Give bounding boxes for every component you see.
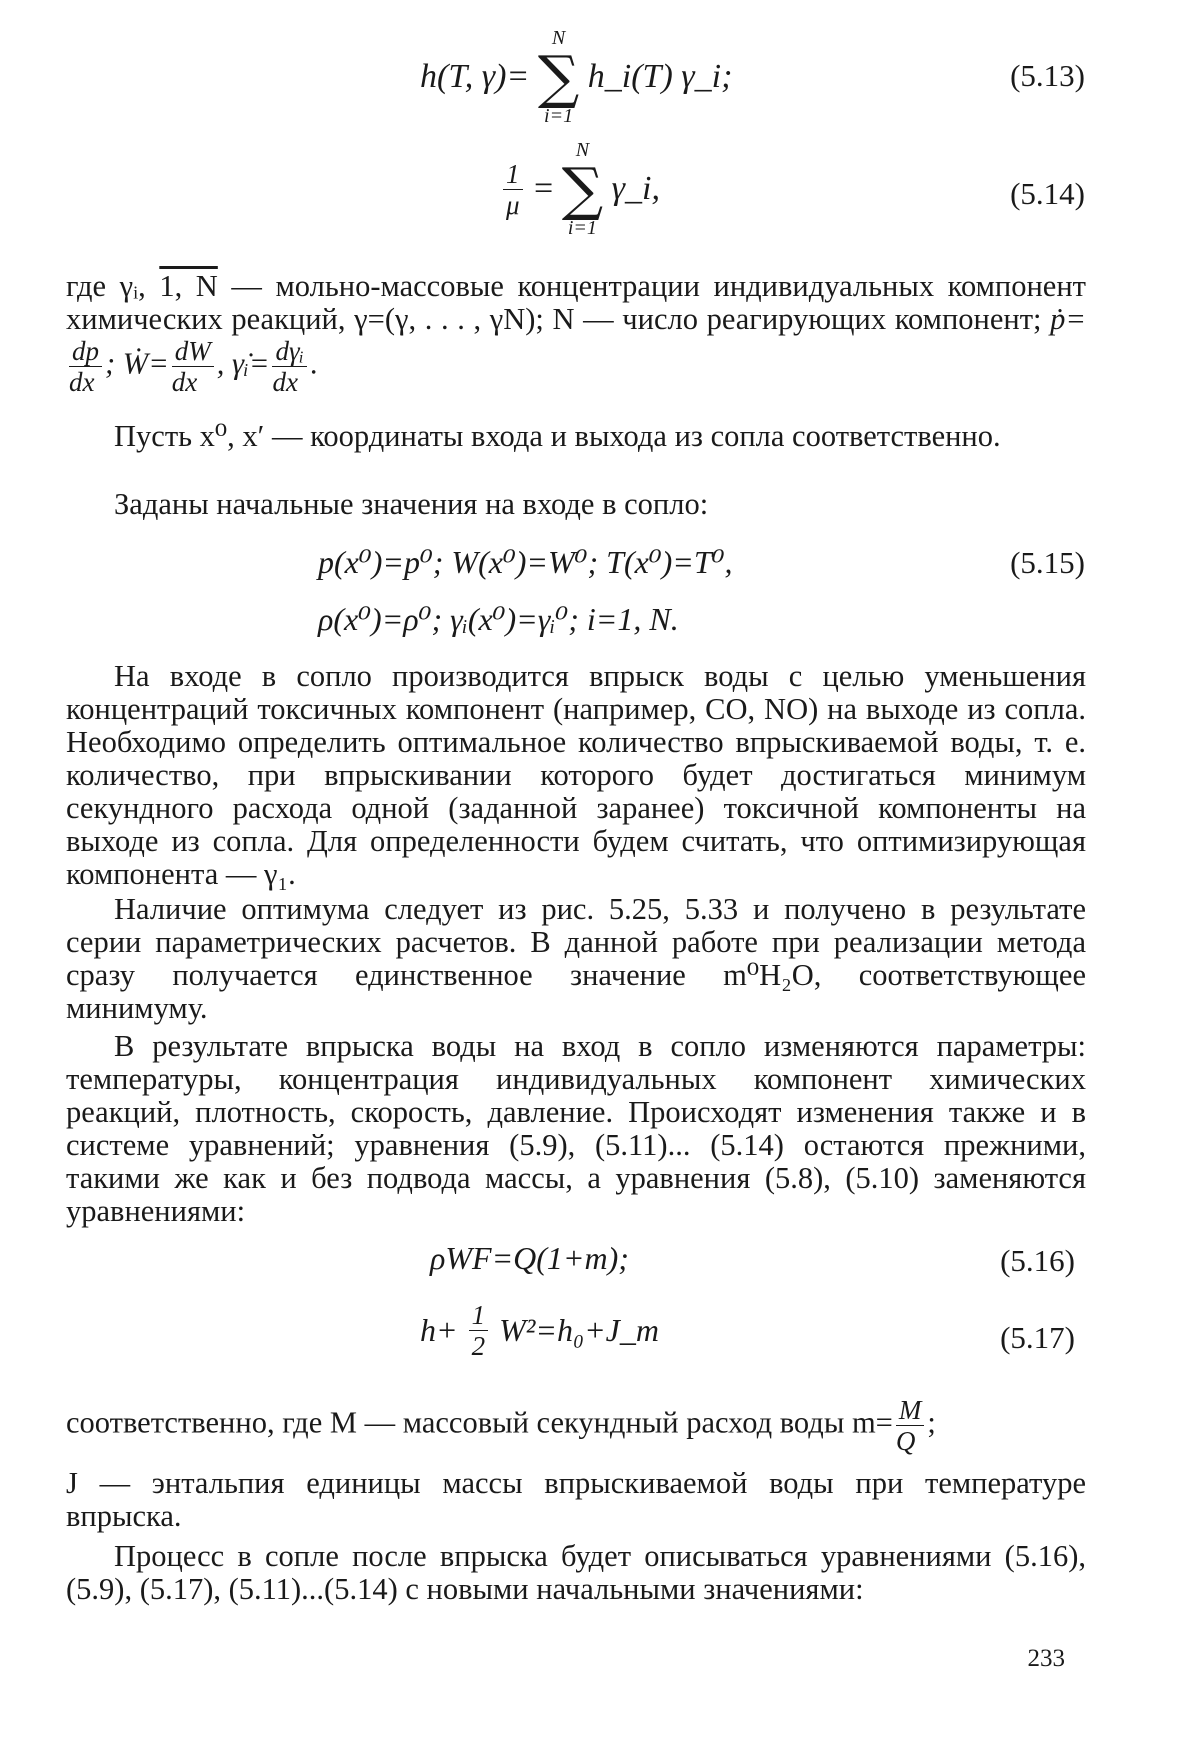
eq-rhs: γ_i, xyxy=(611,170,660,207)
text-run: Заданы начальные значения на входе в сопло: xyxy=(114,487,709,521)
paragraph-definitions xyxy=(66,270,1086,397)
sum-upper-limit: N xyxy=(575,139,590,161)
equals-sign: = xyxy=(534,170,554,207)
text-run: ; xyxy=(927,1405,936,1440)
text-run: В результате впрыска воды на вход в сопло изменяются параметры: температуры, концентрация индивидуальных компонент химических реакций, плотность, скорость, давление. Происходят изменения также и в системе уравнений; уравнения (5.9), (5.11)... (5.14) остаются прежними, такими же как и без подвода массы, а уравнения (5.8), (5.10) заменяются уравнениями: xyxy=(66,1029,1086,1228)
paragraph-parameter-changes xyxy=(66,1030,1086,1228)
fraction-numerator: dγᵢ xyxy=(272,336,306,367)
equation-5-15-line2: ρ(x⁰)=ρ⁰; γᵢ(x⁰)=γᵢ⁰; i=1, N. xyxy=(318,601,679,637)
fraction-numerator: 1 xyxy=(503,159,523,190)
paragraph-enthalpy xyxy=(66,1467,1086,1533)
fraction-denominator: μ xyxy=(505,189,520,220)
fraction-denominator: Q xyxy=(895,1426,916,1456)
eq-part: h+ xyxy=(420,1312,458,1348)
eq-lhs: h(T, γ)= xyxy=(420,58,530,95)
sigma-icon: ∑ xyxy=(561,155,604,223)
sum-upper-limit: N xyxy=(551,27,566,49)
text-run: — мольно-массовые концентрации индивидуальных компонент химических реакций, γ=(γ, . . . , γN); N — число реагирующих компонент; xyxy=(66,269,1086,336)
paragraph-coordinates xyxy=(66,420,1086,453)
eq-rhs: h_i(T) γ_i; xyxy=(587,58,733,95)
equation-5-15-line1: p(x⁰)=p⁰; W(x⁰)=W⁰; T(x⁰)=T⁰, xyxy=(318,544,733,580)
equation-number: (5.15) xyxy=(1010,545,1085,580)
text-run: Пусть x⁰, x′ — координаты входа и выхода из сопла соответственно. xyxy=(114,419,1001,453)
fraction-numerator: 1 xyxy=(469,1300,489,1331)
fraction-denominator: dx xyxy=(171,367,198,397)
paragraph-mass-flow xyxy=(66,1395,1086,1456)
equation-5-17 xyxy=(420,1300,659,1361)
text-run: , γ̇ᵢ= xyxy=(216,346,270,381)
paragraph-water-injection xyxy=(66,660,1086,891)
fraction-denominator: dx xyxy=(272,367,298,397)
text-run: где γᵢ, xyxy=(66,269,160,303)
fraction xyxy=(69,336,102,397)
equation-5-16: ρWF=Q(1+m); xyxy=(430,1240,629,1276)
fraction xyxy=(503,159,523,220)
fraction xyxy=(172,336,214,397)
index-range: 1, N xyxy=(159,269,218,303)
summation xyxy=(538,28,579,126)
equation-5-14 xyxy=(500,140,660,238)
text-run: соответственно, где M — массовый секундный расход воды m= xyxy=(66,1405,893,1440)
fraction xyxy=(469,1300,489,1361)
sigma-icon: ∑ xyxy=(537,43,580,111)
summation xyxy=(562,140,603,238)
text-run: ṗ= xyxy=(1050,302,1087,336)
text-run: ; Ẇ= xyxy=(105,346,169,381)
fraction-numerator: dW xyxy=(172,336,214,367)
fraction-denominator: dx xyxy=(69,367,95,397)
equation-number: (5.16) xyxy=(1000,1243,1075,1278)
equation-5-13 xyxy=(420,28,732,126)
text-run: J — энтальпия единицы массы впрыскиваемой воды при температуре впрыска. xyxy=(66,1466,1086,1533)
text-run: . xyxy=(309,346,318,381)
page-number: 233 xyxy=(1027,1645,1065,1672)
equation-number: (5.13) xyxy=(1010,58,1085,93)
eq-part: W²=h₀+J_m xyxy=(499,1312,659,1348)
text-run: На входе в сопло производится впрыск воды с целью уменьшения концентраций токсичных компонент (например, CO, NO) на выходе из сопла. Необходимо определить оптимальное количество впрыскиваемой воды, т. е. количество, при впрыскивании которого будет достигаться минимум секундного расхода одной (заданной заранее) токсичной компоненты на выходе из сопла. Для определенности будем считать, что оптимизирующая компонента — γ₁. xyxy=(66,659,1086,891)
paragraph-initial-values xyxy=(66,488,1086,521)
equation-number: (5.14) xyxy=(1010,176,1085,211)
sum-lower-limit: i=1 xyxy=(544,105,574,127)
paragraph-process xyxy=(66,1540,1086,1606)
fraction xyxy=(896,1395,925,1456)
text-run: Процесс в сопле после впрыска будет описываться уравнениями (5.16), (5.9), (5.17), (5.11)...(5.14) с новыми начальными значениями: xyxy=(66,1539,1086,1606)
text-run: Наличие оптимума следует из рис. 5.25, 5.33 и получено в результате серии параметрических расчетов. В данной работе при реализации метода сразу получается единственное значение m⁰H₂O, соответствующее минимуму. xyxy=(66,892,1086,1025)
fraction-numerator: dp xyxy=(69,336,102,367)
paragraph-optimum xyxy=(66,893,1086,1025)
equation-number: (5.17) xyxy=(1000,1320,1075,1355)
fraction-numerator: M xyxy=(896,1395,925,1426)
fraction-denominator: 2 xyxy=(471,1331,486,1361)
fraction xyxy=(272,336,306,397)
sum-lower-limit: i=1 xyxy=(567,217,597,239)
